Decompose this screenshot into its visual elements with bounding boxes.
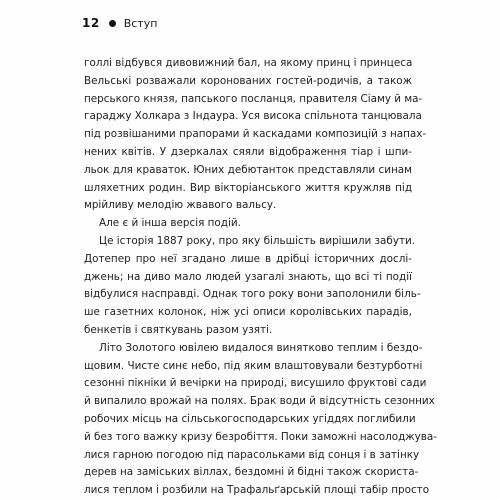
text-line: льок для краваток. Юних дебютанток представляли синам [84,163,412,176]
text-line: й без того важку кризу безробіття. Поки заможні насолоджува- [84,430,438,443]
text-line: під розвішаними прапорами й каскадами композицій з напах- [84,128,427,141]
text-line: й випалило врожай на полях. Брак води й відсутність сезонних [84,395,435,408]
paragraph [84,340,438,500]
text-line: лися теплом і розбили на Трафальґарській площі табір просто [84,484,430,497]
text-line: нених квітів. У дзеркалах сяяли відображення тіар і шпи- [84,145,412,158]
text-line: відбулися насправді. Однак того року вони заполонили біль- [84,288,421,301]
text-line: Дотепер про неї згадано лише в дрібці історичних дослі- [84,252,412,265]
text-line: Вельські розважали коронованих гостей-родичів, а також [84,74,412,87]
text-line: робочих місць на сільськогосподарських угіддях поглибили [84,412,416,425]
page-number: 12 [82,16,100,30]
text-line: лися гарною погодою під парасольками від сонця і в затінку [84,448,420,461]
paragraph [84,55,427,215]
text-line: Це історія 1887 року, про яку більшість вирішили забути. [99,234,416,247]
text-line: гараджу Холкара з Індаура. Уся висока спільнота танцювала [84,110,422,123]
text-line: мрійливу мелодію жвавого вальсу. [84,199,277,212]
text-line: бенкетів і святкувань разом узяті. [84,323,273,336]
text-line: щовим. Чисте синє небо, під яким влаштовували безтурботні [84,359,423,372]
text-line: шляхетних родин. Вир вікторіанського життя кружляв під [84,181,412,194]
text-line: Але є й інша версія подій. [99,217,241,230]
text-line: сезонні пікніки й вечірки на природі, висушило фруктові сади [84,377,427,390]
text-line: голлі відбувся дивовижний бал, на якому принц і принцеса [84,57,413,69]
text-line: Літо Золотого ювілею видалося винятково теплим і бездо- [99,341,423,354]
bullet-dot-icon [109,20,116,27]
text-line: ше газетних колонок, ніж усі описи королівських парадів, [84,306,412,319]
text-line: джень; на диво мало людей узагалі знають, що всі ті події [84,270,412,283]
body-text [84,55,438,500]
paragraph [84,233,421,340]
section-title: Вступ [123,16,158,30]
text-line: дерев на заміських віллах, бездомні й бідні також скориста- [84,466,419,479]
running-head [82,14,157,32]
text-line: перського князя, папського посланця, правителя Сіаму й ма- [84,92,423,105]
paragraph [84,215,412,233]
